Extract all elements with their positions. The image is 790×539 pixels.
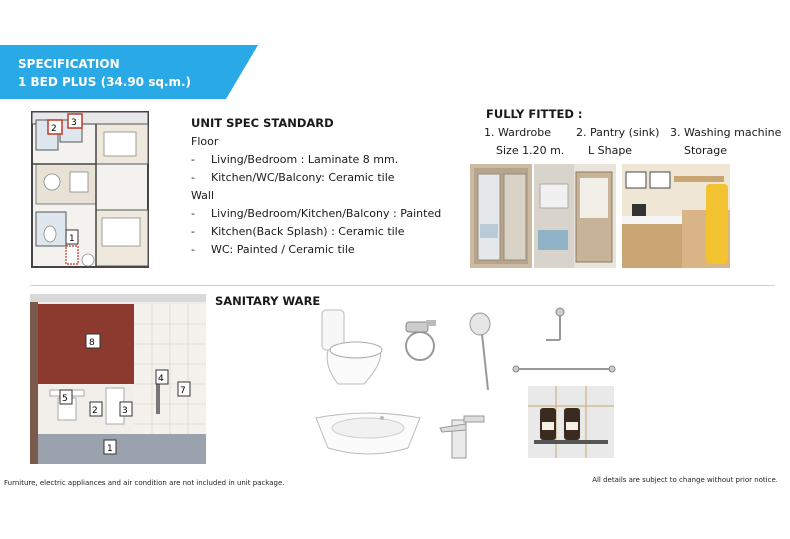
spec-banner — [0, 45, 258, 99]
bidet-spray-image — [396, 316, 448, 372]
floorplan-marker-3: 3 — [71, 118, 77, 128]
wardrobe-photo-2 — [534, 164, 616, 268]
toilet-image — [314, 306, 388, 390]
fitted-item-washing-machine: 3. Washing machine Storage — [670, 126, 782, 157]
bath-marker-2: 2 — [92, 406, 98, 416]
wall-item: - WC: Painted / Ceramic tile — [191, 243, 355, 256]
floor-item: - Kitchen/WC/Balcony: Ceramic tile — [191, 171, 395, 184]
bath-marker-4: 4 — [158, 374, 164, 384]
unit-spec-standard — [191, 114, 461, 259]
soap-dispenser-shelf-image — [528, 386, 614, 458]
sanitary-ware-heading: SANITARY WARE — [215, 294, 321, 308]
floor-item: - Living/Bedroom : Laminate 8 mm. — [191, 153, 399, 166]
wall-label: Wall — [191, 189, 215, 202]
shower-head-image — [466, 310, 498, 392]
floor-plan-image — [30, 110, 150, 272]
paper-holder-image — [530, 306, 580, 346]
bath-marker-7: 7 — [180, 386, 186, 396]
footer-disclaimer-left: Furniture, electric appliances and air condition are not included in unit package. — [4, 479, 285, 487]
banner-subtitle: 1 BED PLUS (34.90 sq.m.) — [18, 75, 192, 89]
banner-title: SPECIFICATION — [18, 57, 120, 71]
wardrobe-photo-1 — [470, 164, 532, 268]
wash-basin-image — [312, 408, 424, 458]
banner-shape — [0, 45, 258, 99]
bathroom-render — [30, 294, 206, 464]
footer-disclaimer-right: All details are subject to change without prior notice. — [592, 476, 778, 484]
unit-spec-heading: UNIT SPEC STANDARD — [191, 116, 334, 130]
fitted-item-pantry: 2. Pantry (sink) L Shape — [576, 126, 660, 157]
floorplan-marker-1: 1 — [69, 234, 75, 244]
fitted-item-wardrobe: 1. Wardrobe Size 1.20 m. — [484, 126, 565, 157]
bath-marker-8: 8 — [89, 338, 95, 348]
fully-fitted-heading: FULLY FITTED : — [486, 107, 583, 121]
section-divider — [30, 285, 775, 286]
bath-marker-5: 5 — [62, 394, 68, 404]
faucet-image — [436, 414, 492, 462]
pantry-photo — [622, 164, 730, 268]
floorplan-marker-2: 2 — [51, 124, 57, 134]
bath-marker-3: 3 — [122, 406, 128, 416]
wall-item: - Living/Bedroom/Kitchen/Balcony : Painted — [191, 207, 442, 220]
towel-bar-image — [512, 360, 616, 372]
floor-label: Floor — [191, 135, 219, 148]
bath-marker-1: 1 — [107, 444, 113, 454]
wall-item: - Kitchen(Back Splash) : Ceramic tile — [191, 225, 405, 238]
